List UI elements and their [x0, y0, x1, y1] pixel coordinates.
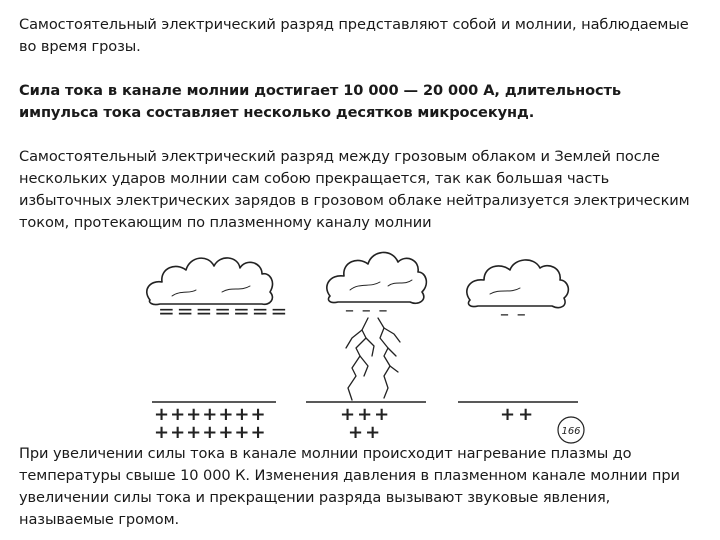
cloud-2-charges: – – –	[345, 300, 389, 321]
paragraph-intro: Самостоятельный электрический разряд представляют собой и молнии, наблюдаемые во время грозы.	[19, 16, 689, 55]
cloud-1	[147, 258, 273, 305]
figure-number: 166	[561, 426, 581, 437]
ground-2-charges-top: +++	[340, 404, 392, 425]
ground-1-charges-bottom: +++++++	[154, 422, 267, 443]
cloud-3	[467, 260, 569, 308]
cloud-2	[327, 252, 427, 303]
paragraph-thunder: При увеличении силы тока в канале молнии происходит нагревание плазмы до температуры свыше 10 000 К. Изменения давления в плазменном канале молнии при увеличении силы тока и прекращении разряда вызывают звуковые явления, называемые громом.	[19, 445, 680, 528]
lightning-bolt	[346, 318, 400, 400]
cloud-3-charges: – –	[500, 304, 527, 325]
figure-number-badge	[558, 417, 584, 443]
ground-2-charges-bottom: ++	[348, 422, 383, 443]
ground-1-charges-top: +++++++	[154, 404, 267, 425]
ground-3-charges-top: ++	[500, 404, 537, 425]
paragraph-current: Сила тока в канале молнии достигает 10 000 — 20 000 А, длительность импульса тока составляет несколько десятков микросекунд.	[19, 82, 622, 121]
paragraph-discharge: Самостоятельный электрический разряд между грозовым облаком и Землей после нескольких ударов молнии сам собою прекращается, так как большая часть избыточных электрических зарядов в грозовом облаке нейтрализуется электрическим током, протекающим по плазменному каналу молнии	[19, 148, 690, 231]
cloud-1-charges: =======	[158, 299, 290, 323]
